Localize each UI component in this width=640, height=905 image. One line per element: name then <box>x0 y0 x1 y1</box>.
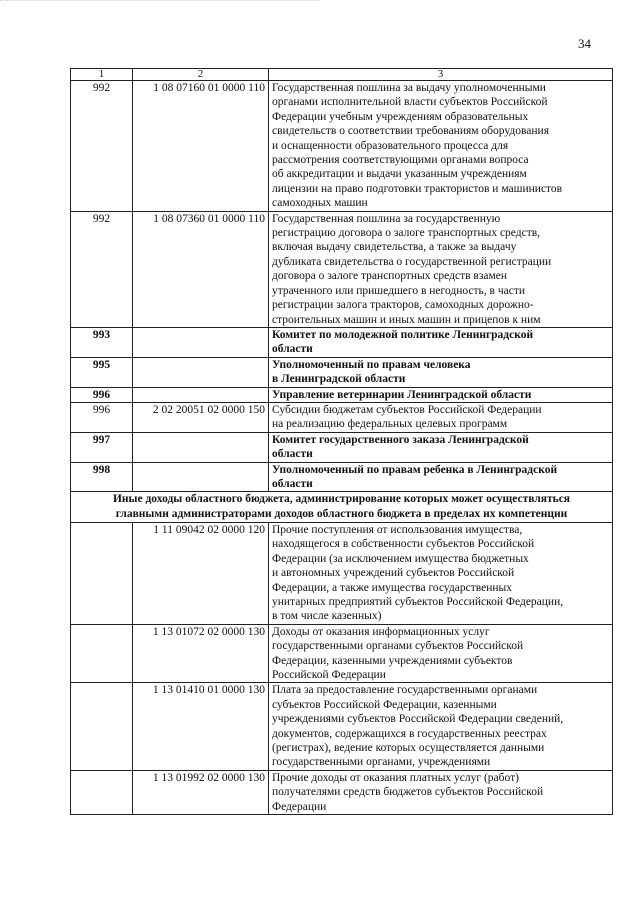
description-line: об аккредитации и выдачи указанным учреждениям <box>272 168 527 181</box>
admin-code-cell: 993 <box>71 327 133 357</box>
description-line: самоходных машин <box>272 197 368 210</box>
revenue-code-cell: 1 08 07360 01 0000 110 <box>133 211 269 327</box>
admin-code-cell <box>71 624 133 683</box>
description-cell <box>269 683 613 770</box>
column-header-3: 3 <box>269 69 613 81</box>
table-row <box>71 327 613 357</box>
revenue-code-cell <box>133 432 269 462</box>
revenue-code-cell <box>133 327 269 357</box>
description-line: находящегося в собственности субъектов Российской <box>272 538 535 551</box>
description-line: Плата за предоставление государственными органами <box>272 684 538 697</box>
description-line: области <box>272 343 313 356</box>
description-line: Государственная пошлина за выдачу уполномоченными <box>272 82 546 94</box>
table-header-row <box>71 69 613 81</box>
description-line: и автономных учреждений субъектов Российской <box>272 567 515 580</box>
description-line: и оснащенности образовательного процесса для <box>272 139 509 152</box>
description-line: в том числе казенных) <box>272 610 382 623</box>
table-row <box>71 357 613 387</box>
revenue-code-cell: 1 13 01992 02 0000 130 <box>133 770 269 814</box>
description-line: Федерации (за исключением имущества бюджетных <box>272 552 529 565</box>
description-line: свидетельств о соответствии требованиям оборудования <box>272 125 549 138</box>
description-cell <box>269 432 613 462</box>
section-heading <box>71 492 613 523</box>
description-line: Управление ветеринарии Ленинградской области <box>272 388 532 401</box>
description-line: Федерации учебным учреждениям образовательных <box>272 110 529 123</box>
table-row <box>71 770 613 814</box>
description-cell <box>269 81 613 212</box>
description-cell <box>269 462 613 492</box>
description-line: Прочие поступления от использования имущества, <box>272 523 523 536</box>
description-line: регистрации залога тракторов, самоходных дорожно- <box>272 299 534 312</box>
description-cell <box>269 522 613 624</box>
description-line: органами исполнительной власти субъектов Российской <box>272 96 548 109</box>
description-line: Субсидии бюджетам субъектов Российской Федерации <box>272 403 542 416</box>
description-line: унитарных предприятий субъектов Российской Федерации, <box>272 596 564 608</box>
description-line: утраченного или пришедшего в негодность, в части <box>272 284 526 297</box>
revenue-code-cell: 1 11 09042 02 0000 120 <box>133 522 269 624</box>
description-cell <box>269 327 613 357</box>
description-line: договора о залоге транспортных средств взамен <box>272 270 508 283</box>
table-row <box>71 211 613 327</box>
admin-code-cell <box>71 522 133 624</box>
section-heading-line: Иные доходы областного бюджета, администрирование которых может осуществляться <box>112 493 571 506</box>
table-row <box>71 432 613 462</box>
column-header-1: 1 <box>71 69 133 81</box>
description-line: государственными органами, учреждениями <box>272 756 491 769</box>
description-line: субъектов Российской Федерации, казенными <box>272 698 497 711</box>
description-line: Доходы от оказания информационных услуг <box>272 625 490 638</box>
description-line: Федерации <box>272 800 327 813</box>
table-row <box>71 683 613 770</box>
admin-code-cell <box>71 770 133 814</box>
description-line: регистрацию договора о залоге транспортных средств, <box>272 227 541 240</box>
revenue-code-cell <box>133 357 269 387</box>
description-cell <box>269 211 613 327</box>
description-line: дубликата свидетельства о государственной регистрации <box>272 255 552 268</box>
revenue-code-cell <box>133 387 269 402</box>
section-heading-line: главными администраторами доходов областного бюджета в пределах их компетенции <box>115 508 568 521</box>
admin-code-cell <box>71 683 133 770</box>
table-row <box>71 624 613 683</box>
revenue-code-cell: 1 13 01410 01 0000 130 <box>133 683 269 770</box>
table-row <box>71 402 613 432</box>
revenue-code-cell <box>133 462 269 492</box>
table-row <box>71 81 613 212</box>
admin-code-cell: 998 <box>71 462 133 492</box>
description-line: области <box>272 448 313 461</box>
description-line: Уполномоченный по правам ребенка в Ленинградской <box>272 463 558 476</box>
description-line: Комитет государственного заказа Ленинградской <box>272 433 529 446</box>
description-cell <box>269 770 613 814</box>
description-line: области <box>272 477 313 490</box>
admin-code-cell: 992 <box>71 211 133 327</box>
description-line: строительных машин и иных машин и прицепов к ним <box>272 313 541 326</box>
description-cell <box>269 357 613 387</box>
page-number: 34 <box>578 36 591 51</box>
description-line: на реализацию федеральных целевых программ <box>272 418 508 431</box>
description-line: рассмотрения соответствующими органами вопроса <box>272 154 529 167</box>
revenue-code-cell: 1 08 07160 01 0000 110 <box>133 81 269 212</box>
description-cell <box>269 624 613 683</box>
description-line: лицензии на право подготовки трактористов и машинистов <box>272 182 563 195</box>
description-line: документов, содержащихся в государственных реестрах <box>272 727 547 740</box>
revenue-code-cell: 1 13 01072 02 0000 130 <box>133 624 269 683</box>
description-line: получателями средств бюджетов субъектов Российской <box>272 786 544 799</box>
admin-code-cell: 997 <box>71 432 133 462</box>
section-heading-row <box>71 492 613 523</box>
description-line: Российской Федерации <box>272 669 386 682</box>
description-line: Федерации, казенными учреждениями субъектов <box>272 654 513 667</box>
description-line: Комитет по молодежной политике Ленинградской <box>272 328 534 341</box>
revenue-code-cell: 2 02 20051 02 0000 150 <box>133 402 269 432</box>
description-line: Уполномоченный по правам человека <box>272 358 471 371</box>
table-row <box>71 462 613 492</box>
table-body <box>71 69 613 815</box>
description-cell <box>269 402 613 432</box>
admin-code-cell: 995 <box>71 357 133 387</box>
description-line: Прочие доходы от оказания платных услуг (работ) <box>272 771 519 784</box>
description-cell <box>269 387 613 402</box>
column-header-2: 2 <box>133 69 269 81</box>
scan-artifact-line <box>0 0 320 9</box>
revenue-administrators-table <box>70 68 613 815</box>
admin-code-cell: 996 <box>71 402 133 432</box>
description-line: Государственная пошлина за государственную <box>272 212 501 225</box>
admin-code-cell: 992 <box>71 81 133 212</box>
table-row <box>71 387 613 402</box>
description-line: в Ленинградской области <box>272 373 406 386</box>
table-row <box>71 522 613 624</box>
admin-code-cell: 996 <box>71 387 133 402</box>
description-line: (регистрах), ведение которых осуществляется данными <box>272 742 545 755</box>
description-line: учреждениями субъектов Российской Федерации сведений, <box>272 713 564 726</box>
description-line: государственными органами субъектов Российской <box>272 640 524 653</box>
description-line: Федерации, а также имущества государственных <box>272 581 513 594</box>
description-line: включая выдачу свидетельства, а также за выдачу <box>272 241 517 254</box>
